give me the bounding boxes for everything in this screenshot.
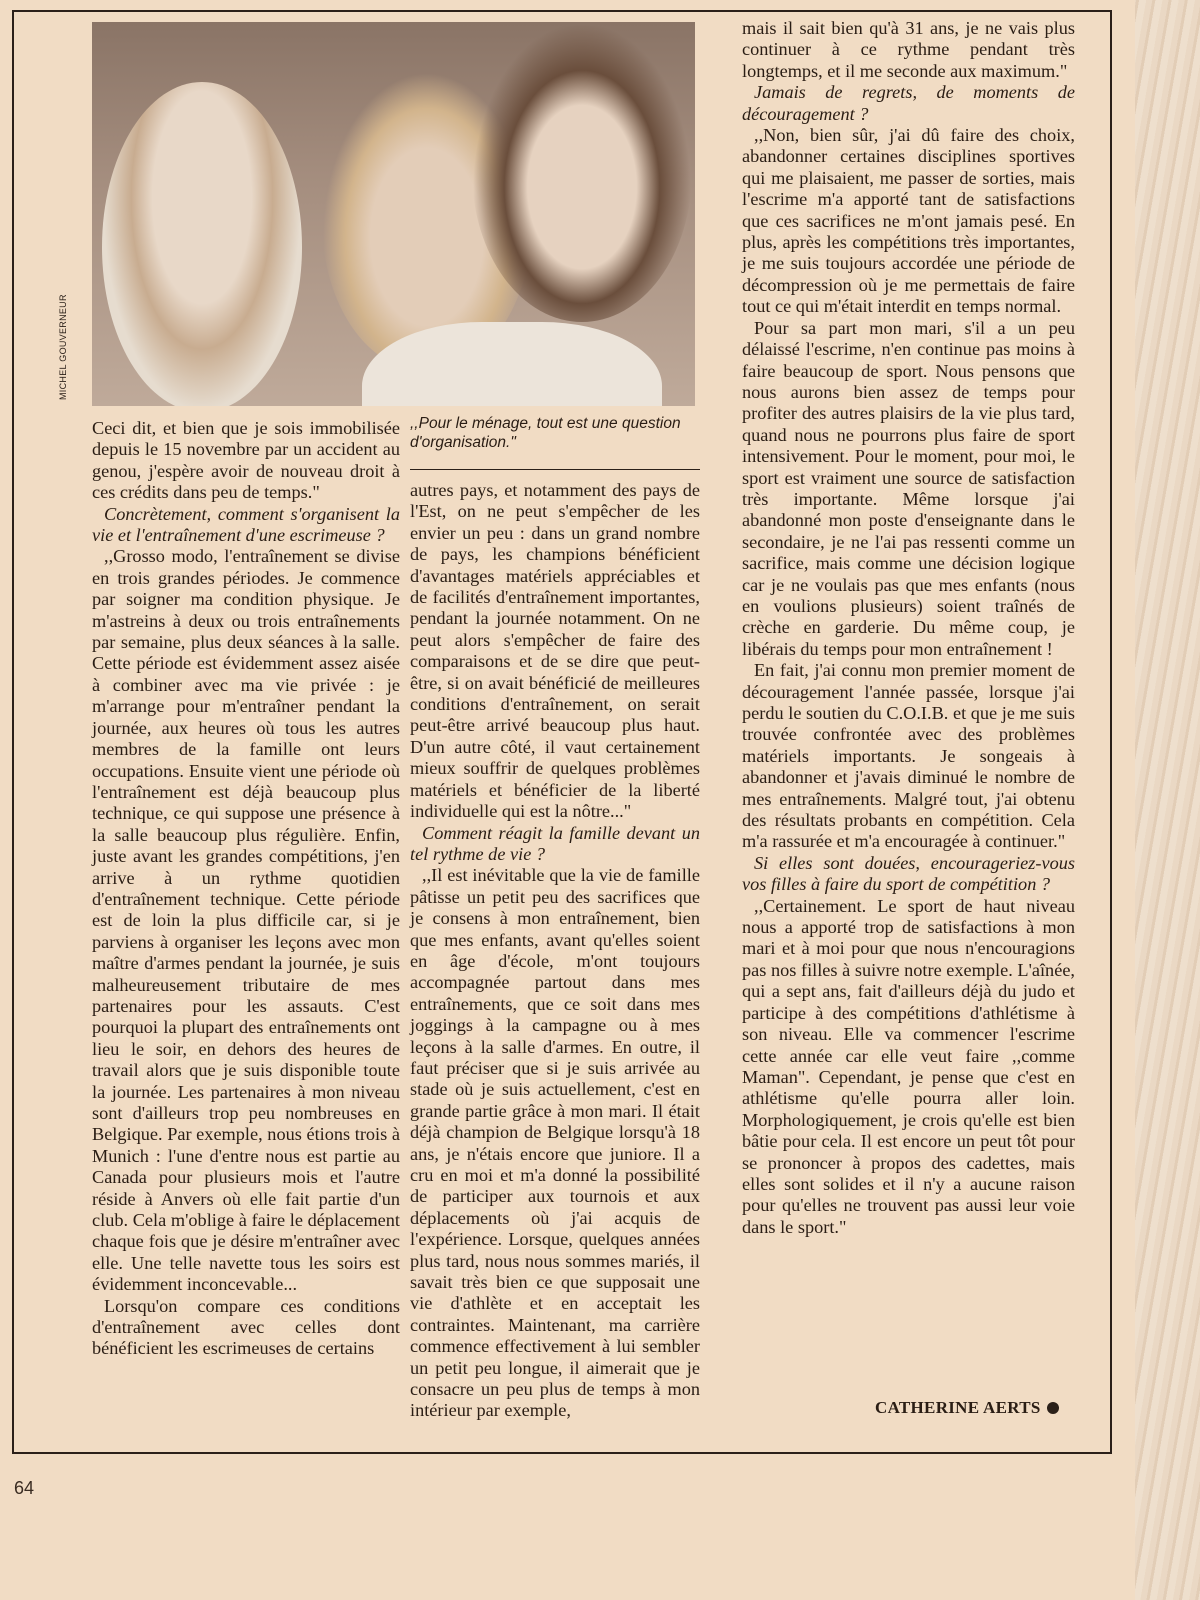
article-paragraph: Lorsqu'on compare ces conditions d'entraînement avec celles dont bénéficient les escrimeuses de certains	[92, 1295, 400, 1359]
interview-question: Comment réagit la famille devant un tel rythme de vie ?	[410, 822, 700, 864]
end-mark-dot-icon	[1047, 1402, 1059, 1414]
article-paragraph: autres pays, et notamment des pays de l'Est, on ne peut s'empêcher de les envier un peu : dans un grand nombre de pays, les champions bénéficient d'avantages matériels appréciables et de facilités d'entraînement importantes, pendant la journée notamment. On ne peut alors s'empêcher de faire des comparaisons et de se dire que peut-être, si on avait bénéficié de meilleures conditions d'entraînement, on serait peut-être arrivé beaucoup plus haut. D'un autre côté, il vaut certainement mieux souffrir de quelques problèmes matériels et bénéficier de la liberté individuelle qui est la nôtre..."	[410, 480, 700, 822]
article-paragraph: Pour sa part mon mari, s'il a un peu délaissé l'escrime, n'en continue pas moins à faire beaucoup de sport. Nous pensons que nous aurons bien assez de temps pour profiter des autres plaisirs de la vie plus tard, quand nous ne pourrons plus faire de sport intensivement. Pour le moment, pour moi, le sport est vraiment une source de satisfaction très importante. Même lorsque j'ai abandonné mon poste d'enseignante dans le secondaire, je ne l'ai pas ressenti comme un sacrifice, mais comme une décision logique car je ne voulais pas que mes enfants (nous en voulions plusieurs) soient traînés de crèche en garderie. Du même coup, je libérais du temps pour mon entraînement !	[742, 317, 1075, 659]
interview-question: Jamais de regrets, de moments de découragement ?	[742, 82, 1075, 124]
article-column-2	[410, 480, 700, 1422]
article-paragraph: mais il sait bien qu'à 31 ans, je ne vais plus continuer à ce rythme pendant très longtemps, et il me seconde aux maximum."	[742, 18, 1075, 81]
article-paragraph: ,,Non, bien sûr, j'ai dû faire des choix, abandonner certaines disciplines sportives qui me plaisaient, me passer de sorties, mais l'escrime m'a apporté tant de satisfactions que ces sacrifices ne m'ont jamais pesé. En plus, après les compétitions très importantes, je me suis toujours accordée une période de décompression où je me permettais de faire tout ce qui m'était interdit en temps normal.	[742, 125, 1075, 317]
article-column-3	[742, 18, 1075, 1238]
article-column-1	[92, 418, 400, 1360]
interview-question: Concrètement, comment s'organisent la vie et l'entraînement d'une escrimeuse ?	[92, 503, 400, 546]
author-signature	[875, 1398, 1059, 1418]
interview-question: Si elles sont douées, encourageriez-vous vos filles à faire du sport de compétition ?	[742, 852, 1075, 895]
article-paragraph: ,,Grosso modo, l'entraînement se divise en trois grandes périodes. Je commence par soigner ma condition physique. Je m'astreins à deux ou trois entraînements par semaine, plus deux séances à la salle. Cette période est évidemment assez aisée à combiner avec ma vie privée : je m'arrange pour m'entraîner pendant la journée, aux heures où tous les autres membres de la famille ont leurs occupations. Ensuite vient une période où l'entraînement est déjà beaucoup plus technique, ce qui suppose une présence à la salle beaucoup plus régulière. Enfin, juste avant les grandes compétitions, j'en arrive à un rythme quotidien d'entraînement technique. Cette période est de loin la plus difficile car, si je parviens à organiser les leçons avec mon maître d'armes pendant la journée, je suis malheureusement tributaire de mes partenaires pour les assauts. C'est pourquoi la plupart des entraînements ont lieu le soir, en dehors des heures de travail alors que je suis disponible toute la journée. Les partenaires à mon niveau sont d'ailleurs trop peu nombreuses en Belgique. Par exemple, nous étions trois à Munich : l'une d'entre nous est partie au Canada pour plusieurs mois et l'autre réside à Anvers où elle fait partie d'un club. Cela m'oblige à faire le déplacement chaque fois que je désire m'entraîner avec elle. Une telle navette tous les soirs est évidemment inconcevable...	[92, 546, 400, 1295]
article-paragraph: Ceci dit, et bien que je sois immobilisée depuis le 15 novembre par un accident au genou, j'espère avoir de nouveau droit à ces crédits dans peu de temps."	[92, 418, 400, 503]
article-paragraph: ,,Il est inévitable que la vie de famille pâtisse un petit peu des sacrifices que je consens à mon entraînement, bien que mes enfants, avant qu'elles soient en âge d'école, m'ont toujours accompagnée partout dans mes entraînements, que ce soit dans mes joggings à la campagne ou à mes leçons à la salle d'armes. En outre, il faut préciser que si je suis arrivée au stade où je suis actuellement, c'est en grande partie grâce à mon mari. Il était déjà champion de Belgique lorsqu'à 18 ans, je n'étais encore que juniore. Il a cru en moi et m'a donné la possibilité de participer aux tournois et aux déplacements où j'ai acquis de l'expérience. Lorsque, quelques années plus tard, nous nous sommes mariés, il savait très bien ce que supposait une vie d'athlète et en acceptait les contraintes. Maintenant, ma carrière commence effectivement à lui sembler un petit peu longue, il aimerait que je consacre un peu plus de temps à mon intérieur par exemple,	[410, 865, 700, 1421]
caption-divider	[410, 469, 700, 470]
photo-caption: ,,Pour le ménage, tout est une question d'organisation."	[410, 415, 681, 451]
author-name: CATHERINE AERTS	[875, 1398, 1041, 1417]
wooden-table-background	[1130, 0, 1200, 1600]
article-paragraph: ,,Certainement. Le sport de haut niveau nous a apporté trop de satisfactions à mon mari et à moi pour que nous n'encouragions pas nos filles à suivre notre exemple. L'aînée, qui a sept ans, fait d'ailleurs déjà du judo et participe à des compétitions d'athlétisme à son niveau. Elle va commencer l'escrime cette année car elle veut faire ,,comme Maman". Cependant, je pense que c'est en athlétisme qu'elle pourra aller loin. Morphologiquement, je crois qu'elle est bien bâtie pour cela. Il est encore un peut tôt pour se prononcer à propos des cadettes, mais elles sont solides et il n'y a aucune raison pour qu'elles ne trouvent pas aussi leur voie dans le sport."	[742, 895, 1075, 1237]
article-paragraph: En fait, j'ai connu mon premier moment de découragement l'année passée, lorsque j'ai perdu le soutien du C.O.I.B. et que je me suis trouvée confrontée avec des problèmes matériels importants. Je songeais à abandonner et j'avais diminué le nombre de mes entraînements. Malgré tout, j'ai obtenu des résultats probants en compétition. Cela m'a rassurée et m'a encouragée à continuer."	[742, 660, 1075, 852]
photo-credit: MICHEL GOUVERNEUR	[58, 294, 68, 400]
family-photo	[92, 22, 695, 406]
page-number: 64	[14, 1478, 35, 1498]
